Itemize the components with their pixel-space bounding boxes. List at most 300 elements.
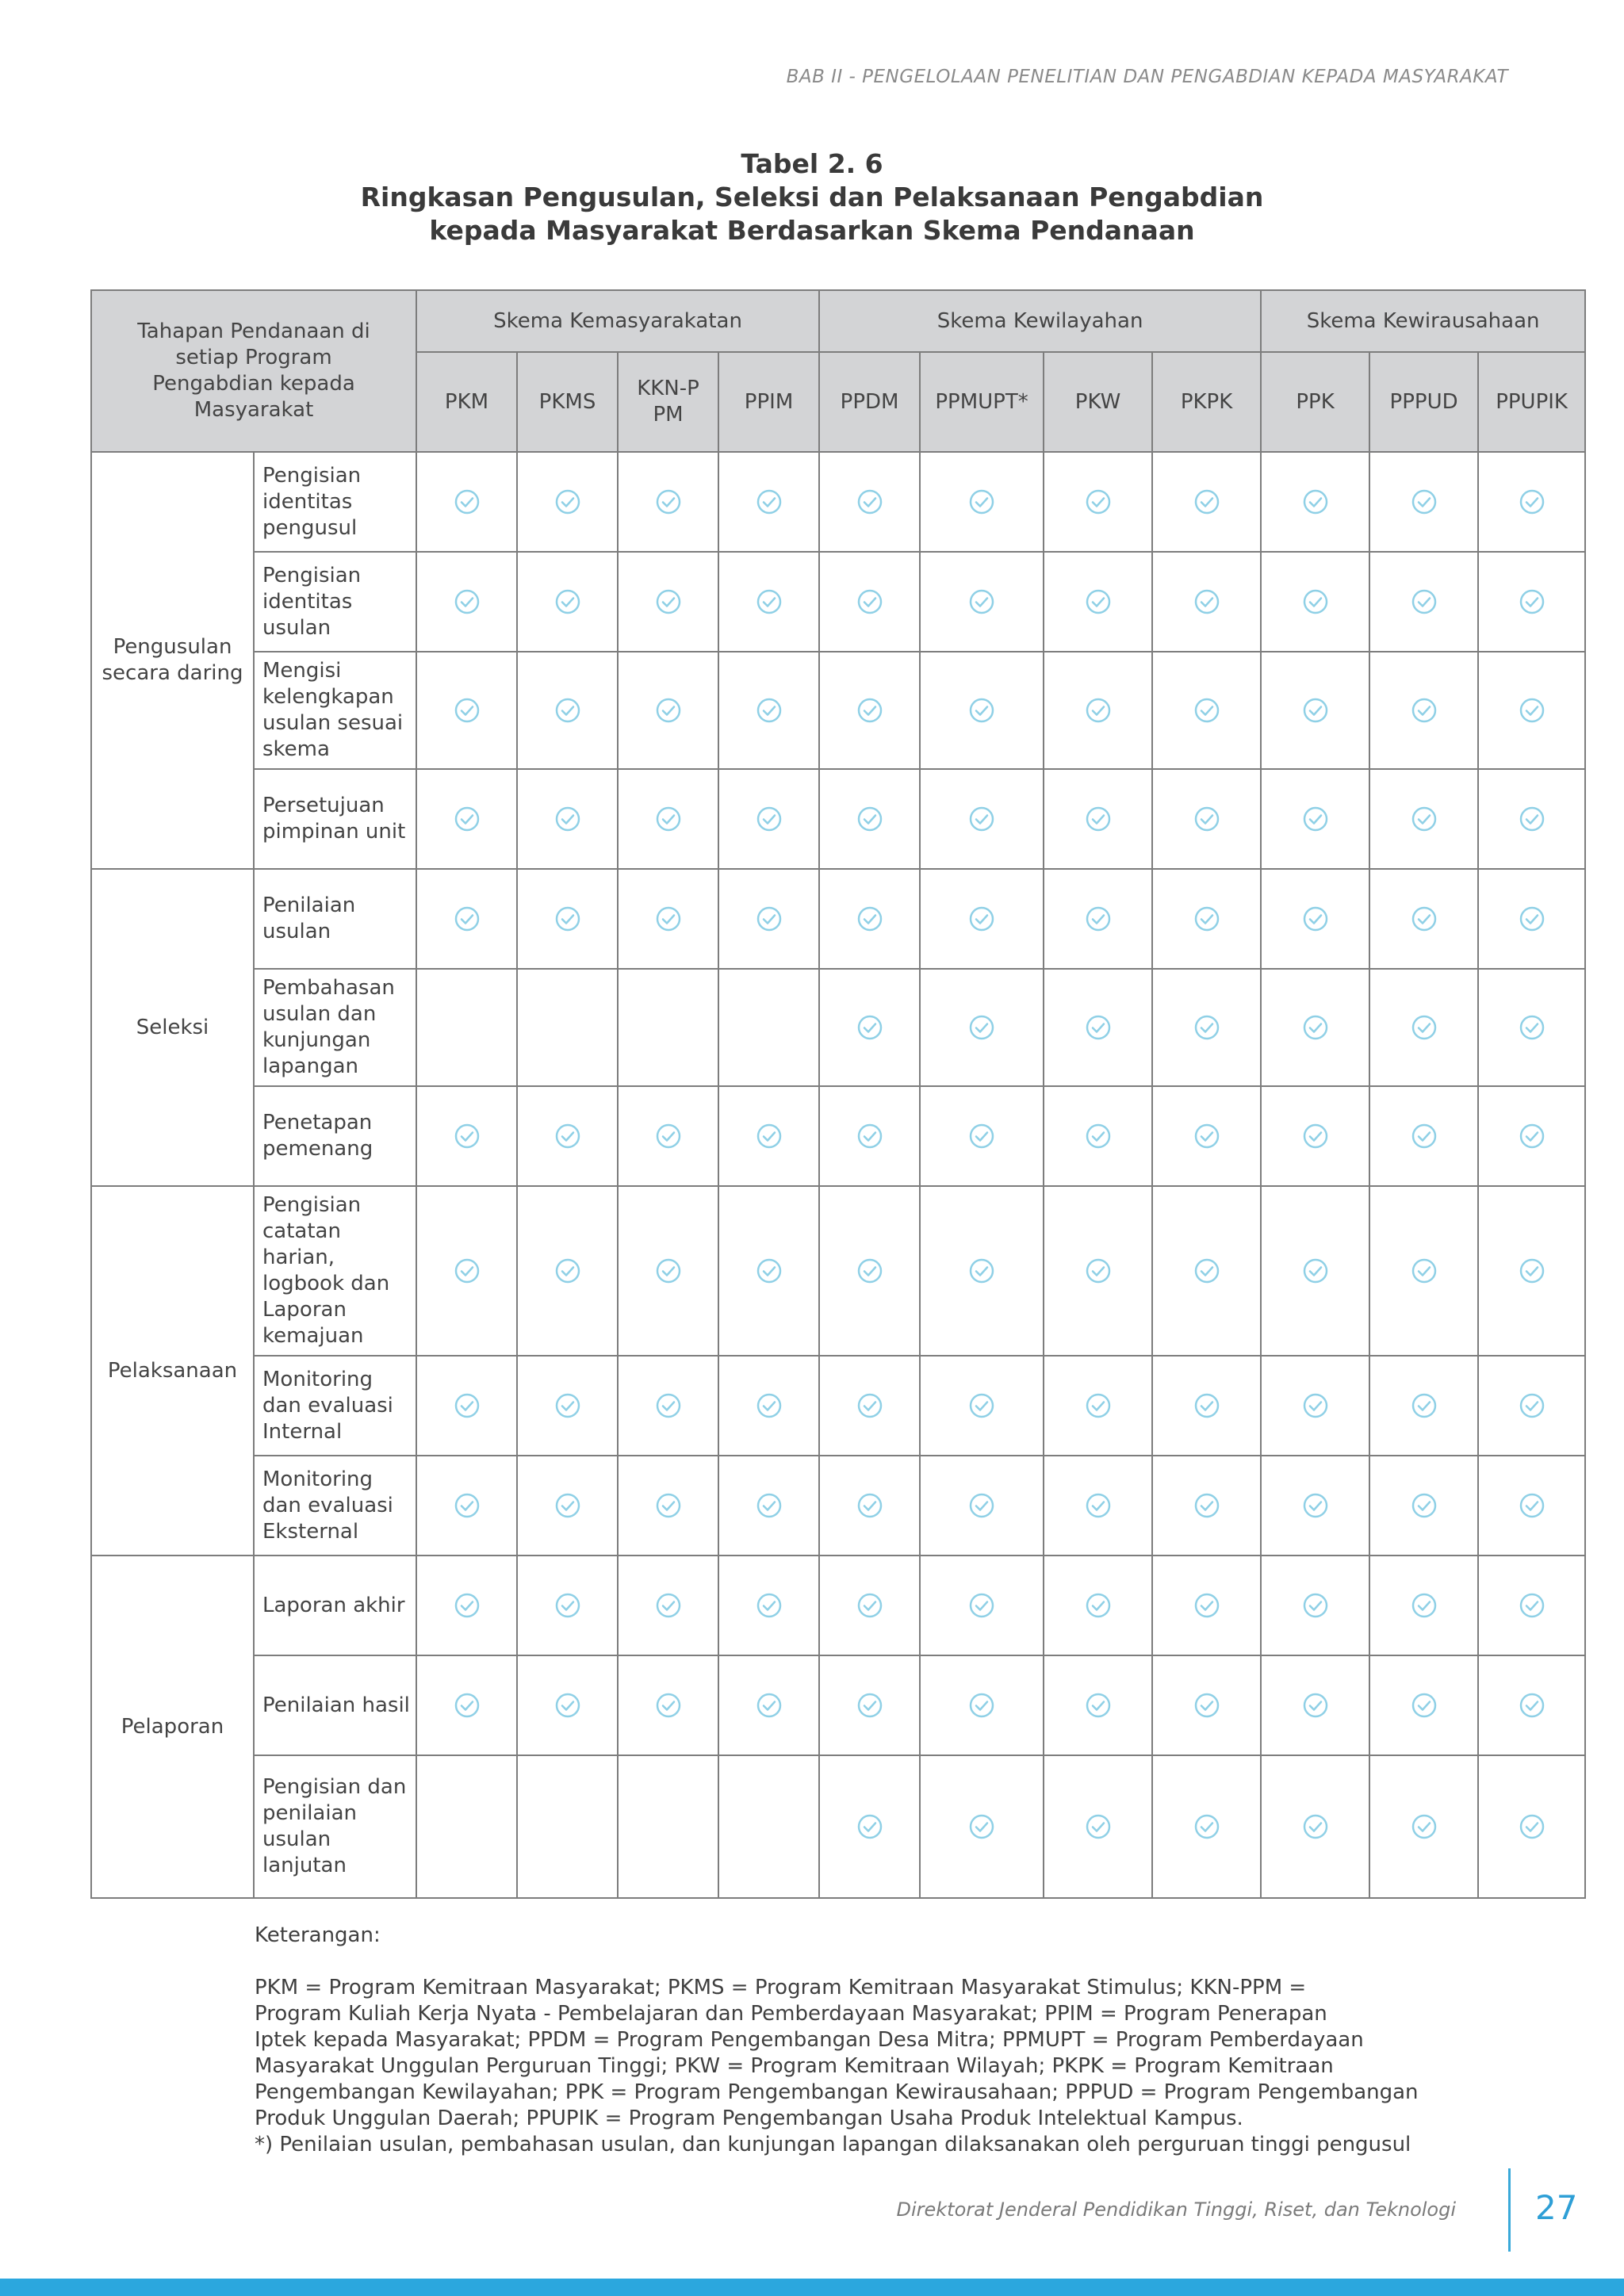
table-row — [91, 1655, 1585, 1755]
check-circle-icon — [968, 905, 995, 932]
mark-cell — [819, 652, 920, 769]
mark-cell — [819, 1655, 920, 1755]
mark-cell — [1152, 969, 1261, 1086]
mark-cell — [517, 1356, 618, 1456]
mark-cell — [718, 452, 819, 552]
step-label: Pembahasan usulan dan kunjungan lapangan — [254, 969, 416, 1086]
mark-cell — [1261, 452, 1369, 552]
mark-cell — [1044, 452, 1152, 552]
mark-cell — [416, 1456, 517, 1556]
table-row — [91, 452, 1585, 552]
check-circle-icon — [1085, 1492, 1112, 1519]
check-circle-icon — [454, 1392, 481, 1419]
mark-cell — [1478, 869, 1585, 969]
check-circle-icon — [1302, 905, 1329, 932]
check-circle-icon — [856, 1592, 883, 1619]
check-circle-icon — [554, 1123, 581, 1150]
mark-cell — [718, 1556, 819, 1655]
mark-cell — [920, 1186, 1044, 1356]
column-header: KKN-PPM — [618, 352, 718, 452]
check-circle-icon — [756, 1692, 783, 1719]
mark-cell — [1044, 1186, 1152, 1356]
table-row — [91, 969, 1585, 1086]
check-circle-icon — [968, 1492, 995, 1519]
mark-cell — [1369, 769, 1478, 869]
mark-cell — [718, 652, 819, 769]
check-circle-icon — [756, 1492, 783, 1519]
mark-cell — [517, 869, 618, 969]
check-circle-icon — [1302, 1692, 1329, 1719]
mark-cell — [1044, 1556, 1152, 1655]
column-header: PPDM — [819, 352, 920, 452]
mark-cell — [1044, 1655, 1152, 1755]
check-circle-icon — [1519, 905, 1545, 932]
step-label: Penilaian usulan — [254, 869, 416, 969]
check-circle-icon — [968, 1813, 995, 1840]
step-label: Mengisi kelengkapan usulan sesuai skema — [254, 652, 416, 769]
step-label: Monitoring dan evaluasi Internal — [254, 1356, 416, 1456]
mark-cell — [1152, 1456, 1261, 1556]
mark-cell — [618, 652, 718, 769]
mark-cell — [819, 1456, 920, 1556]
column-header: PPMUPT* — [920, 352, 1044, 452]
stage-label: Pelaporan — [91, 1556, 254, 1898]
check-circle-icon — [1085, 806, 1112, 832]
check-circle-icon — [1411, 905, 1438, 932]
check-circle-icon — [1519, 1813, 1545, 1840]
notes-line: Masyarakat Unggulan Perguruan Tinggi; PKW = Program Kemitraan Wilayah; PKPK = Program Kemitraan — [255, 2054, 1334, 2078]
summary-table — [90, 289, 1586, 1899]
check-circle-icon — [1085, 1014, 1112, 1041]
mark-cell — [416, 652, 517, 769]
notes-body — [255, 1975, 1603, 2158]
mark-cell — [416, 869, 517, 969]
check-circle-icon — [856, 905, 883, 932]
mark-cell — [1478, 1755, 1585, 1898]
mark-cell — [1044, 869, 1152, 969]
table-row — [91, 869, 1585, 969]
table-row — [91, 652, 1585, 769]
column-header: PPUPIK — [1478, 352, 1585, 452]
check-circle-icon — [756, 806, 783, 832]
check-circle-icon — [655, 1123, 682, 1150]
check-circle-icon — [1085, 1592, 1112, 1619]
check-circle-icon — [1411, 806, 1438, 832]
header-row-groups — [91, 290, 1585, 352]
mark-cell — [416, 1086, 517, 1186]
check-circle-icon — [1411, 1692, 1438, 1719]
notes-line: Iptek kepada Masyarakat; PPDM = Program Pengembangan Desa Mitra; PPMUPT = Program Pemberdayaan — [255, 2028, 1364, 2052]
mark-cell — [416, 552, 517, 652]
check-circle-icon — [1411, 1492, 1438, 1519]
stage-label: Seleksi — [91, 869, 254, 1186]
mark-cell — [1369, 869, 1478, 969]
mark-cell — [1369, 1556, 1478, 1655]
table-row — [91, 1186, 1585, 1356]
check-circle-icon — [1193, 1592, 1220, 1619]
notes — [255, 1923, 1603, 2158]
mark-cell — [718, 969, 819, 1086]
mark-cell — [1369, 1655, 1478, 1755]
check-circle-icon — [554, 588, 581, 615]
mark-cell — [920, 1356, 1044, 1456]
mark-cell — [1044, 652, 1152, 769]
mark-cell — [618, 1655, 718, 1755]
check-circle-icon — [756, 1123, 783, 1150]
page-number: 27 — [1535, 2188, 1578, 2227]
notes-line: Program Kuliah Kerja Nyata - Pembelajaran dan Pemberdayaan Masyarakat; PPIM = Program Penerapan — [255, 2002, 1327, 2026]
check-circle-icon — [756, 905, 783, 932]
table-row — [91, 769, 1585, 869]
mark-cell — [819, 769, 920, 869]
table-row — [91, 1556, 1585, 1655]
mark-cell — [416, 1655, 517, 1755]
step-label: Persetujuan pimpinan unit — [254, 769, 416, 869]
running-header: BAB II - PENGELOLAAN PENELITIAN DAN PENGABDIAN KEPADA MASYARAKAT — [786, 67, 1508, 87]
mark-cell — [1369, 1086, 1478, 1186]
check-circle-icon — [1193, 1813, 1220, 1840]
check-circle-icon — [554, 905, 581, 932]
column-header: PPPUD — [1369, 352, 1478, 452]
check-circle-icon — [655, 697, 682, 724]
check-circle-icon — [968, 1592, 995, 1619]
corner-header: Tahapan Pendanaan di setiap Program Pengabdian kepada Masyarakat — [91, 290, 416, 452]
check-circle-icon — [1193, 1257, 1220, 1284]
mark-cell — [1369, 1356, 1478, 1456]
check-circle-icon — [655, 806, 682, 832]
mark-cell — [517, 1086, 618, 1186]
check-circle-icon — [856, 697, 883, 724]
mark-cell — [1044, 1755, 1152, 1898]
check-circle-icon — [554, 488, 581, 515]
mark-cell — [920, 1556, 1044, 1655]
mark-cell — [718, 1356, 819, 1456]
check-circle-icon — [1193, 697, 1220, 724]
check-circle-icon — [1302, 806, 1329, 832]
check-circle-icon — [1193, 806, 1220, 832]
column-header: PKM — [416, 352, 517, 452]
mark-cell — [1261, 769, 1369, 869]
check-circle-icon — [554, 1492, 581, 1519]
check-circle-icon — [968, 1692, 995, 1719]
mark-cell — [618, 1755, 718, 1898]
notes-line: Produk Unggulan Daerah; PPUPIK = Program Pengembangan Usaha Produk Intelektual Kampus. — [255, 2107, 1243, 2130]
check-circle-icon — [1411, 1592, 1438, 1619]
mark-cell — [1044, 769, 1152, 869]
mark-cell — [1261, 652, 1369, 769]
mark-cell — [1478, 1186, 1585, 1356]
check-circle-icon — [1519, 588, 1545, 615]
check-circle-icon — [454, 905, 481, 932]
check-circle-icon — [856, 1123, 883, 1150]
check-circle-icon — [1085, 905, 1112, 932]
mark-cell — [416, 1356, 517, 1456]
check-circle-icon — [1519, 1257, 1545, 1284]
check-circle-icon — [1519, 1014, 1545, 1041]
mark-cell — [416, 969, 517, 1086]
check-circle-icon — [1411, 488, 1438, 515]
footer-publisher: Direktorat Jenderal Pendidikan Tinggi, Riset, dan Teknologi — [896, 2198, 1456, 2221]
bottom-accent-bar — [0, 2279, 1624, 2296]
check-circle-icon — [1519, 806, 1545, 832]
mark-cell — [618, 1456, 718, 1556]
mark-cell — [1369, 552, 1478, 652]
mark-cell — [1261, 1086, 1369, 1186]
mark-cell — [517, 1655, 618, 1755]
mark-cell — [819, 869, 920, 969]
mark-cell — [517, 969, 618, 1086]
column-header: PKPK — [1152, 352, 1261, 452]
mark-cell — [920, 552, 1044, 652]
mark-cell — [1261, 1556, 1369, 1655]
mark-cell — [1261, 1456, 1369, 1556]
mark-cell — [1478, 452, 1585, 552]
table-number: Tabel 2. 6 — [741, 148, 883, 179]
check-circle-icon — [1302, 1123, 1329, 1150]
check-circle-icon — [1519, 697, 1545, 724]
check-circle-icon — [655, 1392, 682, 1419]
check-circle-icon — [856, 1257, 883, 1284]
mark-cell — [1152, 1556, 1261, 1655]
table-row — [91, 1755, 1585, 1898]
check-circle-icon — [1519, 1392, 1545, 1419]
check-circle-icon — [655, 905, 682, 932]
mark-cell — [718, 1655, 819, 1755]
mark-cell — [1478, 1086, 1585, 1186]
mark-cell — [416, 1755, 517, 1898]
check-circle-icon — [756, 1592, 783, 1619]
check-circle-icon — [756, 588, 783, 615]
check-circle-icon — [454, 1692, 481, 1719]
mark-cell — [1152, 1186, 1261, 1356]
check-circle-icon — [454, 1492, 481, 1519]
mark-cell — [1478, 969, 1585, 1086]
check-circle-icon — [454, 1592, 481, 1619]
step-label: Penetapan pemenang — [254, 1086, 416, 1186]
check-circle-icon — [1193, 1492, 1220, 1519]
check-circle-icon — [655, 588, 682, 615]
mark-cell — [920, 452, 1044, 552]
mark-cell — [1261, 1186, 1369, 1356]
check-circle-icon — [1519, 1692, 1545, 1719]
column-header: PPIM — [718, 352, 819, 452]
mark-cell — [517, 452, 618, 552]
notes-line: *) Penilaian usulan, pembahasan usulan, dan kunjungan lapangan dilaksanakan oleh perguruan tinggi pengusul — [255, 2133, 1411, 2156]
check-circle-icon — [554, 1692, 581, 1719]
check-circle-icon — [454, 588, 481, 615]
check-circle-icon — [968, 488, 995, 515]
mark-cell — [416, 1186, 517, 1356]
mark-cell — [718, 1186, 819, 1356]
check-circle-icon — [1085, 588, 1112, 615]
check-circle-icon — [968, 806, 995, 832]
mark-cell — [1369, 1456, 1478, 1556]
mark-cell — [819, 552, 920, 652]
mark-cell — [1261, 1655, 1369, 1755]
check-circle-icon — [1085, 1123, 1112, 1150]
mark-cell — [920, 1086, 1044, 1186]
mark-cell — [517, 769, 618, 869]
check-circle-icon — [655, 1692, 682, 1719]
mark-cell — [920, 1456, 1044, 1556]
step-label: Pengisian identitas pengusul — [254, 452, 416, 552]
mark-cell — [819, 1356, 920, 1456]
mark-cell — [416, 1556, 517, 1655]
mark-cell — [1369, 969, 1478, 1086]
mark-cell — [1261, 552, 1369, 652]
check-circle-icon — [856, 1692, 883, 1719]
check-circle-icon — [554, 697, 581, 724]
mark-cell — [1478, 1356, 1585, 1456]
check-circle-icon — [968, 1014, 995, 1041]
mark-cell — [618, 969, 718, 1086]
check-circle-icon — [1302, 1492, 1329, 1519]
mark-cell — [1369, 1755, 1478, 1898]
check-circle-icon — [454, 1123, 481, 1150]
check-circle-icon — [655, 1492, 682, 1519]
mark-cell — [1369, 1186, 1478, 1356]
mark-cell — [1044, 1086, 1152, 1186]
mark-cell — [718, 769, 819, 869]
check-circle-icon — [1302, 1257, 1329, 1284]
check-circle-icon — [1193, 1014, 1220, 1041]
check-circle-icon — [1519, 1123, 1545, 1150]
mark-cell — [1044, 1356, 1152, 1456]
check-circle-icon — [655, 488, 682, 515]
mark-cell — [1152, 552, 1261, 652]
mark-cell — [517, 1755, 618, 1898]
step-label: Laporan akhir — [254, 1556, 416, 1655]
mark-cell — [618, 769, 718, 869]
check-circle-icon — [1193, 588, 1220, 615]
mark-cell — [1152, 1086, 1261, 1186]
check-circle-icon — [554, 1392, 581, 1419]
check-circle-icon — [1193, 1123, 1220, 1150]
step-label: Penilaian hasil — [254, 1655, 416, 1755]
mark-cell — [1152, 652, 1261, 769]
mark-cell — [1478, 769, 1585, 869]
notes-label: Keterangan: — [255, 1923, 381, 1947]
mark-cell — [819, 1556, 920, 1655]
check-circle-icon — [1302, 697, 1329, 724]
table-row — [91, 552, 1585, 652]
check-circle-icon — [856, 806, 883, 832]
mark-cell — [517, 1456, 618, 1556]
mark-cell — [618, 552, 718, 652]
mark-cell — [517, 552, 618, 652]
stage-label: Pengusulan secara daring — [91, 452, 254, 869]
mark-cell — [1152, 1655, 1261, 1755]
check-circle-icon — [1411, 697, 1438, 724]
mark-cell — [618, 1086, 718, 1186]
mark-cell — [718, 552, 819, 652]
mark-cell — [819, 452, 920, 552]
mark-cell — [920, 1755, 1044, 1898]
check-circle-icon — [1302, 488, 1329, 515]
check-circle-icon — [454, 697, 481, 724]
table-caption-line-1: Ringkasan Pengusulan, Seleksi dan Pelaksanaan Pengabdian — [360, 182, 1264, 212]
mark-cell — [819, 1186, 920, 1356]
check-circle-icon — [756, 1257, 783, 1284]
check-circle-icon — [1302, 1592, 1329, 1619]
footer-divider — [1508, 2168, 1511, 2252]
check-circle-icon — [856, 1392, 883, 1419]
notes-line: PKM = Program Kemitraan Masyarakat; PKMS = Program Kemitraan Masyarakat Stimulus; KKN-PPM = — [255, 1976, 1307, 1999]
check-circle-icon — [1519, 1492, 1545, 1519]
mark-cell — [1478, 1456, 1585, 1556]
table-title — [0, 147, 1624, 247]
group-header: Skema Kewilayahan — [819, 290, 1261, 352]
mark-cell — [920, 769, 1044, 869]
mark-cell — [618, 1356, 718, 1456]
group-header: Skema Kemasyarakatan — [416, 290, 819, 352]
check-circle-icon — [1411, 1014, 1438, 1041]
check-circle-icon — [968, 588, 995, 615]
check-circle-icon — [1193, 1392, 1220, 1419]
check-circle-icon — [756, 1392, 783, 1419]
check-circle-icon — [1302, 1014, 1329, 1041]
step-label: Pengisian catatan harian, logbook dan Laporan kemajuan — [254, 1186, 416, 1356]
mark-cell — [1044, 969, 1152, 1086]
mark-cell — [517, 652, 618, 769]
step-label: Pengisian dan penilaian usulan lanjutan — [254, 1755, 416, 1898]
check-circle-icon — [554, 806, 581, 832]
mark-cell — [618, 452, 718, 552]
check-circle-icon — [554, 1257, 581, 1284]
mark-cell — [1044, 552, 1152, 652]
check-circle-icon — [1085, 1257, 1112, 1284]
mark-cell — [1261, 1356, 1369, 1456]
check-circle-icon — [655, 1257, 682, 1284]
column-header: PKW — [1044, 352, 1152, 452]
check-circle-icon — [554, 1592, 581, 1619]
check-circle-icon — [1519, 1592, 1545, 1619]
check-circle-icon — [968, 1392, 995, 1419]
check-circle-icon — [1085, 1392, 1112, 1419]
check-circle-icon — [1085, 697, 1112, 724]
mark-cell — [1152, 1356, 1261, 1456]
mark-cell — [517, 1556, 618, 1655]
mark-cell — [1261, 969, 1369, 1086]
mark-cell — [1261, 869, 1369, 969]
mark-cell — [416, 452, 517, 552]
check-circle-icon — [756, 697, 783, 724]
mark-cell — [1152, 769, 1261, 869]
step-label: Monitoring dan evaluasi Eksternal — [254, 1456, 416, 1556]
mark-cell — [1369, 652, 1478, 769]
check-circle-icon — [1519, 488, 1545, 515]
mark-cell — [718, 1456, 819, 1556]
column-header: PKMS — [517, 352, 618, 452]
mark-cell — [819, 1086, 920, 1186]
check-circle-icon — [1193, 905, 1220, 932]
mark-cell — [1478, 1655, 1585, 1755]
check-circle-icon — [1302, 1813, 1329, 1840]
mark-cell — [1369, 452, 1478, 552]
mark-cell — [819, 969, 920, 1086]
check-circle-icon — [1411, 1257, 1438, 1284]
check-circle-icon — [1085, 1692, 1112, 1719]
table-caption-line-2: kepada Masyarakat Berdasarkan Skema Pendanaan — [429, 215, 1195, 246]
mark-cell — [1152, 869, 1261, 969]
mark-cell — [718, 869, 819, 969]
check-circle-icon — [655, 1592, 682, 1619]
mark-cell — [618, 869, 718, 969]
stage-label: Pelaksanaan — [91, 1186, 254, 1556]
check-circle-icon — [1085, 488, 1112, 515]
check-circle-icon — [968, 697, 995, 724]
mark-cell — [1152, 452, 1261, 552]
